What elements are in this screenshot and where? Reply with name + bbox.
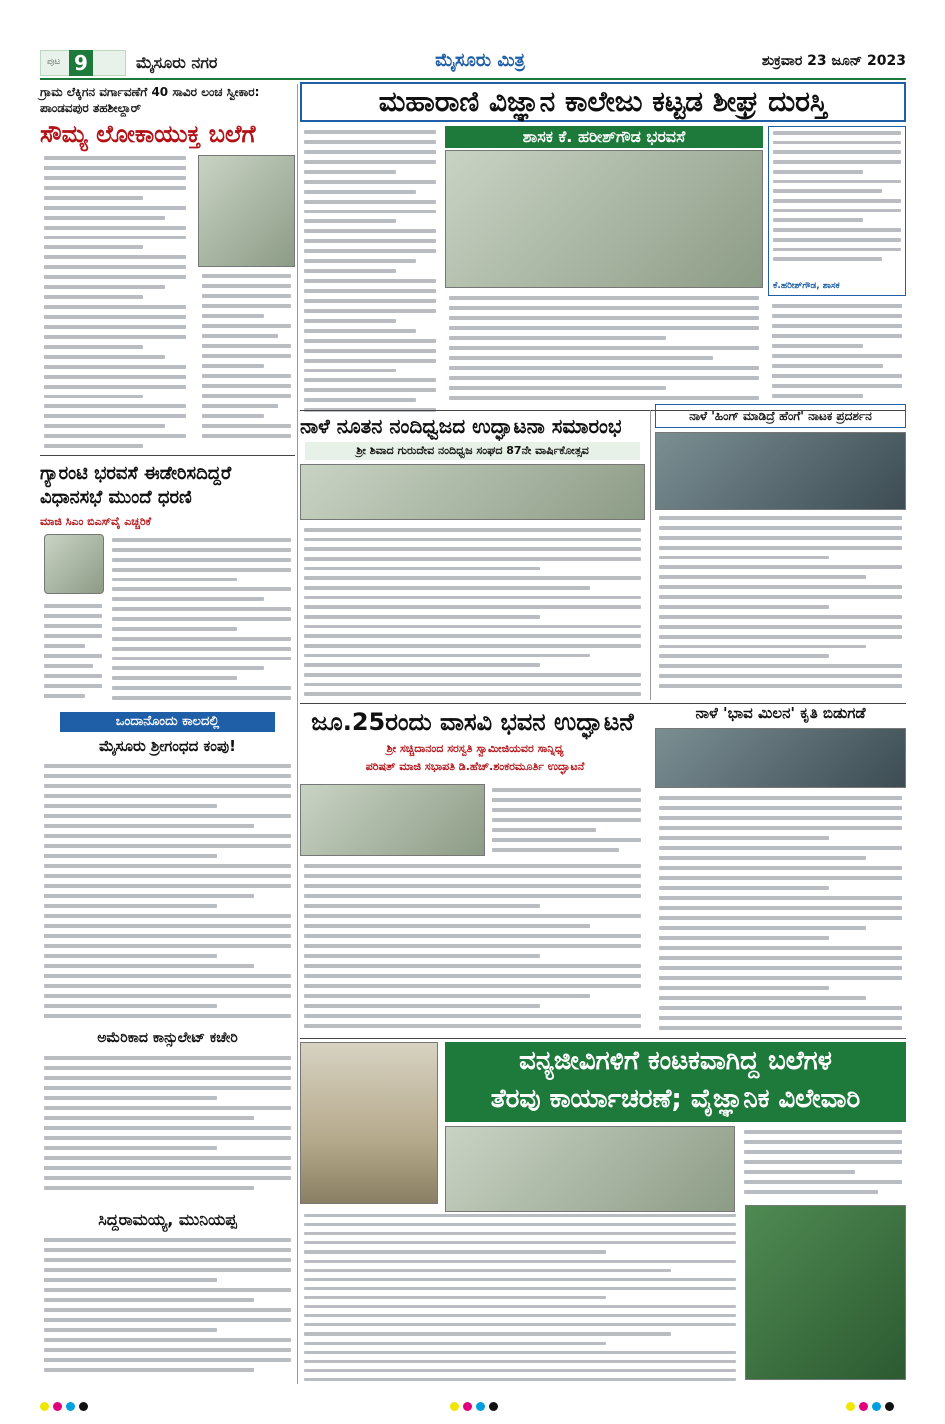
story1-kicker: ಗ್ರಾಮ ಲೆಕ್ಕಿಗನ ವರ್ಗಾವಣೆಗೆ 40 ಸಾವಿರ ಲಂಚ ಸ್ವೀಕಾರ: ಪಾಂಡವಪುರ ತಹಶೀಲ್ದಾರ್ [40, 85, 260, 115]
story-a-headline: ನಾಳೆ ನೂತನ ನಂದಿಧ್ವಜದ ಉದ್ಘಾಟನಾ ಸಮಾರಂಭ [300, 414, 622, 438]
page-label: ಪುಟ [47, 57, 61, 67]
story5-headline: ಸಿದ್ದರಾಮಯ್ಯ, ಮುನಿಯಪ್ಪ [98, 1210, 237, 1229]
main-body-col-right [768, 300, 906, 408]
story-c-headline: ನಾಳೆ 'ಹಿಂಗ್ ಮಾಡಿದ್ರೆ ಹೆಂಗೆ' ನಾಟಕ ಪ್ರದರ್ಶನ [655, 404, 906, 428]
wildlife-banner [445, 1042, 906, 1122]
side-box-text [769, 127, 905, 265]
header-rule [40, 78, 906, 80]
politician-photo [44, 534, 104, 594]
story2-body-col1 [40, 600, 106, 705]
column-divider [297, 84, 298, 1384]
story-b-headline: ಜೂ.25ರಂದು ವಾಸವಿ ಭವನ ಉದ್ಘಾಟನೆ [311, 708, 634, 736]
registration-marks-right [846, 1396, 906, 1406]
masthead-logo: ಮೈಸೂರು ಮಿತ್ರ [435, 50, 525, 71]
story-a-body [300, 524, 645, 700]
story1-body [40, 152, 190, 452]
story1-headline: ಸೌಮ್ಯ ಲೋಕಾಯುಕ್ತ ಬಲೆಗೆ [40, 120, 256, 148]
main-event-photo [445, 150, 763, 288]
page-header [40, 50, 906, 76]
page-number-tag [40, 50, 126, 76]
team-boat-photo [445, 1126, 735, 1212]
story3-body [40, 760, 295, 1030]
story2-headline: ಗ್ಯಾರಂಟಿ ಭರವಸೆ ಈಡೇರಿಸದಿದ್ದರೆ ವಿಧಾನಸಭೆ ಮುಂದೆ ಧರಣಿ [40, 463, 232, 508]
story3-headline: ಮೈಸೂರು ಶ್ರೀಗಂಧದ ಕಂಪು! [99, 737, 236, 755]
story-a-subhead: ಶ್ರೀ ಶಿವಾದ ಗುರುದೇವ ನಂದಿಧ್ವಜ ಸಂಘದ 87ನೇ ವಾರ್ಷಿಕೋತ್ಸವ [305, 442, 640, 460]
divider [40, 455, 295, 456]
main-body-cols [445, 292, 763, 407]
story-d-body [655, 792, 906, 1035]
tahsildar-photo [198, 155, 295, 267]
story2-subhead: ಮಾಜಿ ಸಿಎಂ ಬಿಎಸ್‌ವೈ ಎಚ್ಚರಿಕೆ [40, 515, 152, 528]
wildlife-body [300, 1210, 740, 1385]
story-c-photo [655, 432, 906, 510]
divider [300, 1038, 906, 1039]
dateline: ಶುಕ್ರವಾರ 23 ಜೂನ್ 2023 [761, 53, 906, 69]
feature-banner: ಒಂದಾನೊಂದು ಕಾಲದಲ್ಲಿ [60, 712, 275, 732]
column-divider [650, 410, 651, 700]
main-subbanner: ಶಾಸಕ ಕೆ. ಹರೀಶ್‌ಗೌಡ ಭರವಸೆ [445, 126, 763, 148]
main-headline: ಮಹಾರಾಣಿ ವಿಜ್ಞಾನ ಕಾಲೇಜು ಕಟ್ಟಡ ಶೀಘ್ರ ದುರಸ್ತಿ [300, 82, 906, 122]
story-b-sub2: ಪರಿಷತ್ ಮಾಜಿ ಸಭಾಪತಿ ಡಿ.ಹೆಚ್.ಶಂಕರಮೂರ್ತಿ ಉದ್ಘಾಟನೆ [365, 760, 585, 773]
side-box-credit: ಕೆ.ಹರೀಶ್‌ಗೌಡ, ಶಾಸಕ [773, 281, 840, 291]
story-b-body [300, 860, 645, 1035]
story1-body-col2 [198, 270, 295, 450]
wildlife-banner-line2: ತೆರವು ಕಾರ್ಯಾಚರಣೆ; ವೈಜ್ಞಾನಿಕ ವಿಲೇವಾರಿ [490, 1084, 861, 1114]
story-c-body [655, 512, 906, 692]
page-number: 9 [69, 50, 93, 76]
main-body-col1 [300, 126, 440, 416]
story-d-photo [655, 728, 906, 788]
registration-marks-left [40, 1396, 100, 1406]
registration-marks-center [450, 1396, 510, 1406]
story4-headline: ಅಮೆರಿಕಾದ ಕಾನ್ಸುಲೇಟ್ ಕಚೇರಿ [97, 1030, 238, 1046]
wildlife-body-top [740, 1126, 906, 1200]
story-b-sub1: ಶ್ರೀ ಸಚ್ಚಿದಾನಂದ ಸರಸ್ವತಿ ಸ್ವಾಮೀಜಿಯವರ ಸಾನ್ನಿಧ್ಯ [386, 742, 564, 755]
story-b-photo [300, 784, 485, 856]
story-a-photo [300, 464, 645, 520]
main-side-box [768, 126, 906, 296]
wildlife-banner-line1: ವನ್ಯಜೀವಿಗಳಿಗೆ ಕಂಟಕವಾಗಿದ್ದ ಬಲೆಗಳ [519, 1046, 832, 1076]
story4-body [40, 1052, 295, 1202]
nets-boat-photo [745, 1205, 906, 1380]
story-b-body-top [488, 784, 645, 856]
story5-body [40, 1234, 295, 1380]
story-d-headline: ನಾಳೆ 'ಭಾವ ಮಿಲನ' ಕೃತಿ ಬಿಡುಗಡೆ [695, 704, 866, 722]
section-name: ಮೈಸೂರು ನಗರ [136, 53, 218, 72]
lake-photo [300, 1042, 438, 1204]
story2-body [108, 534, 295, 704]
